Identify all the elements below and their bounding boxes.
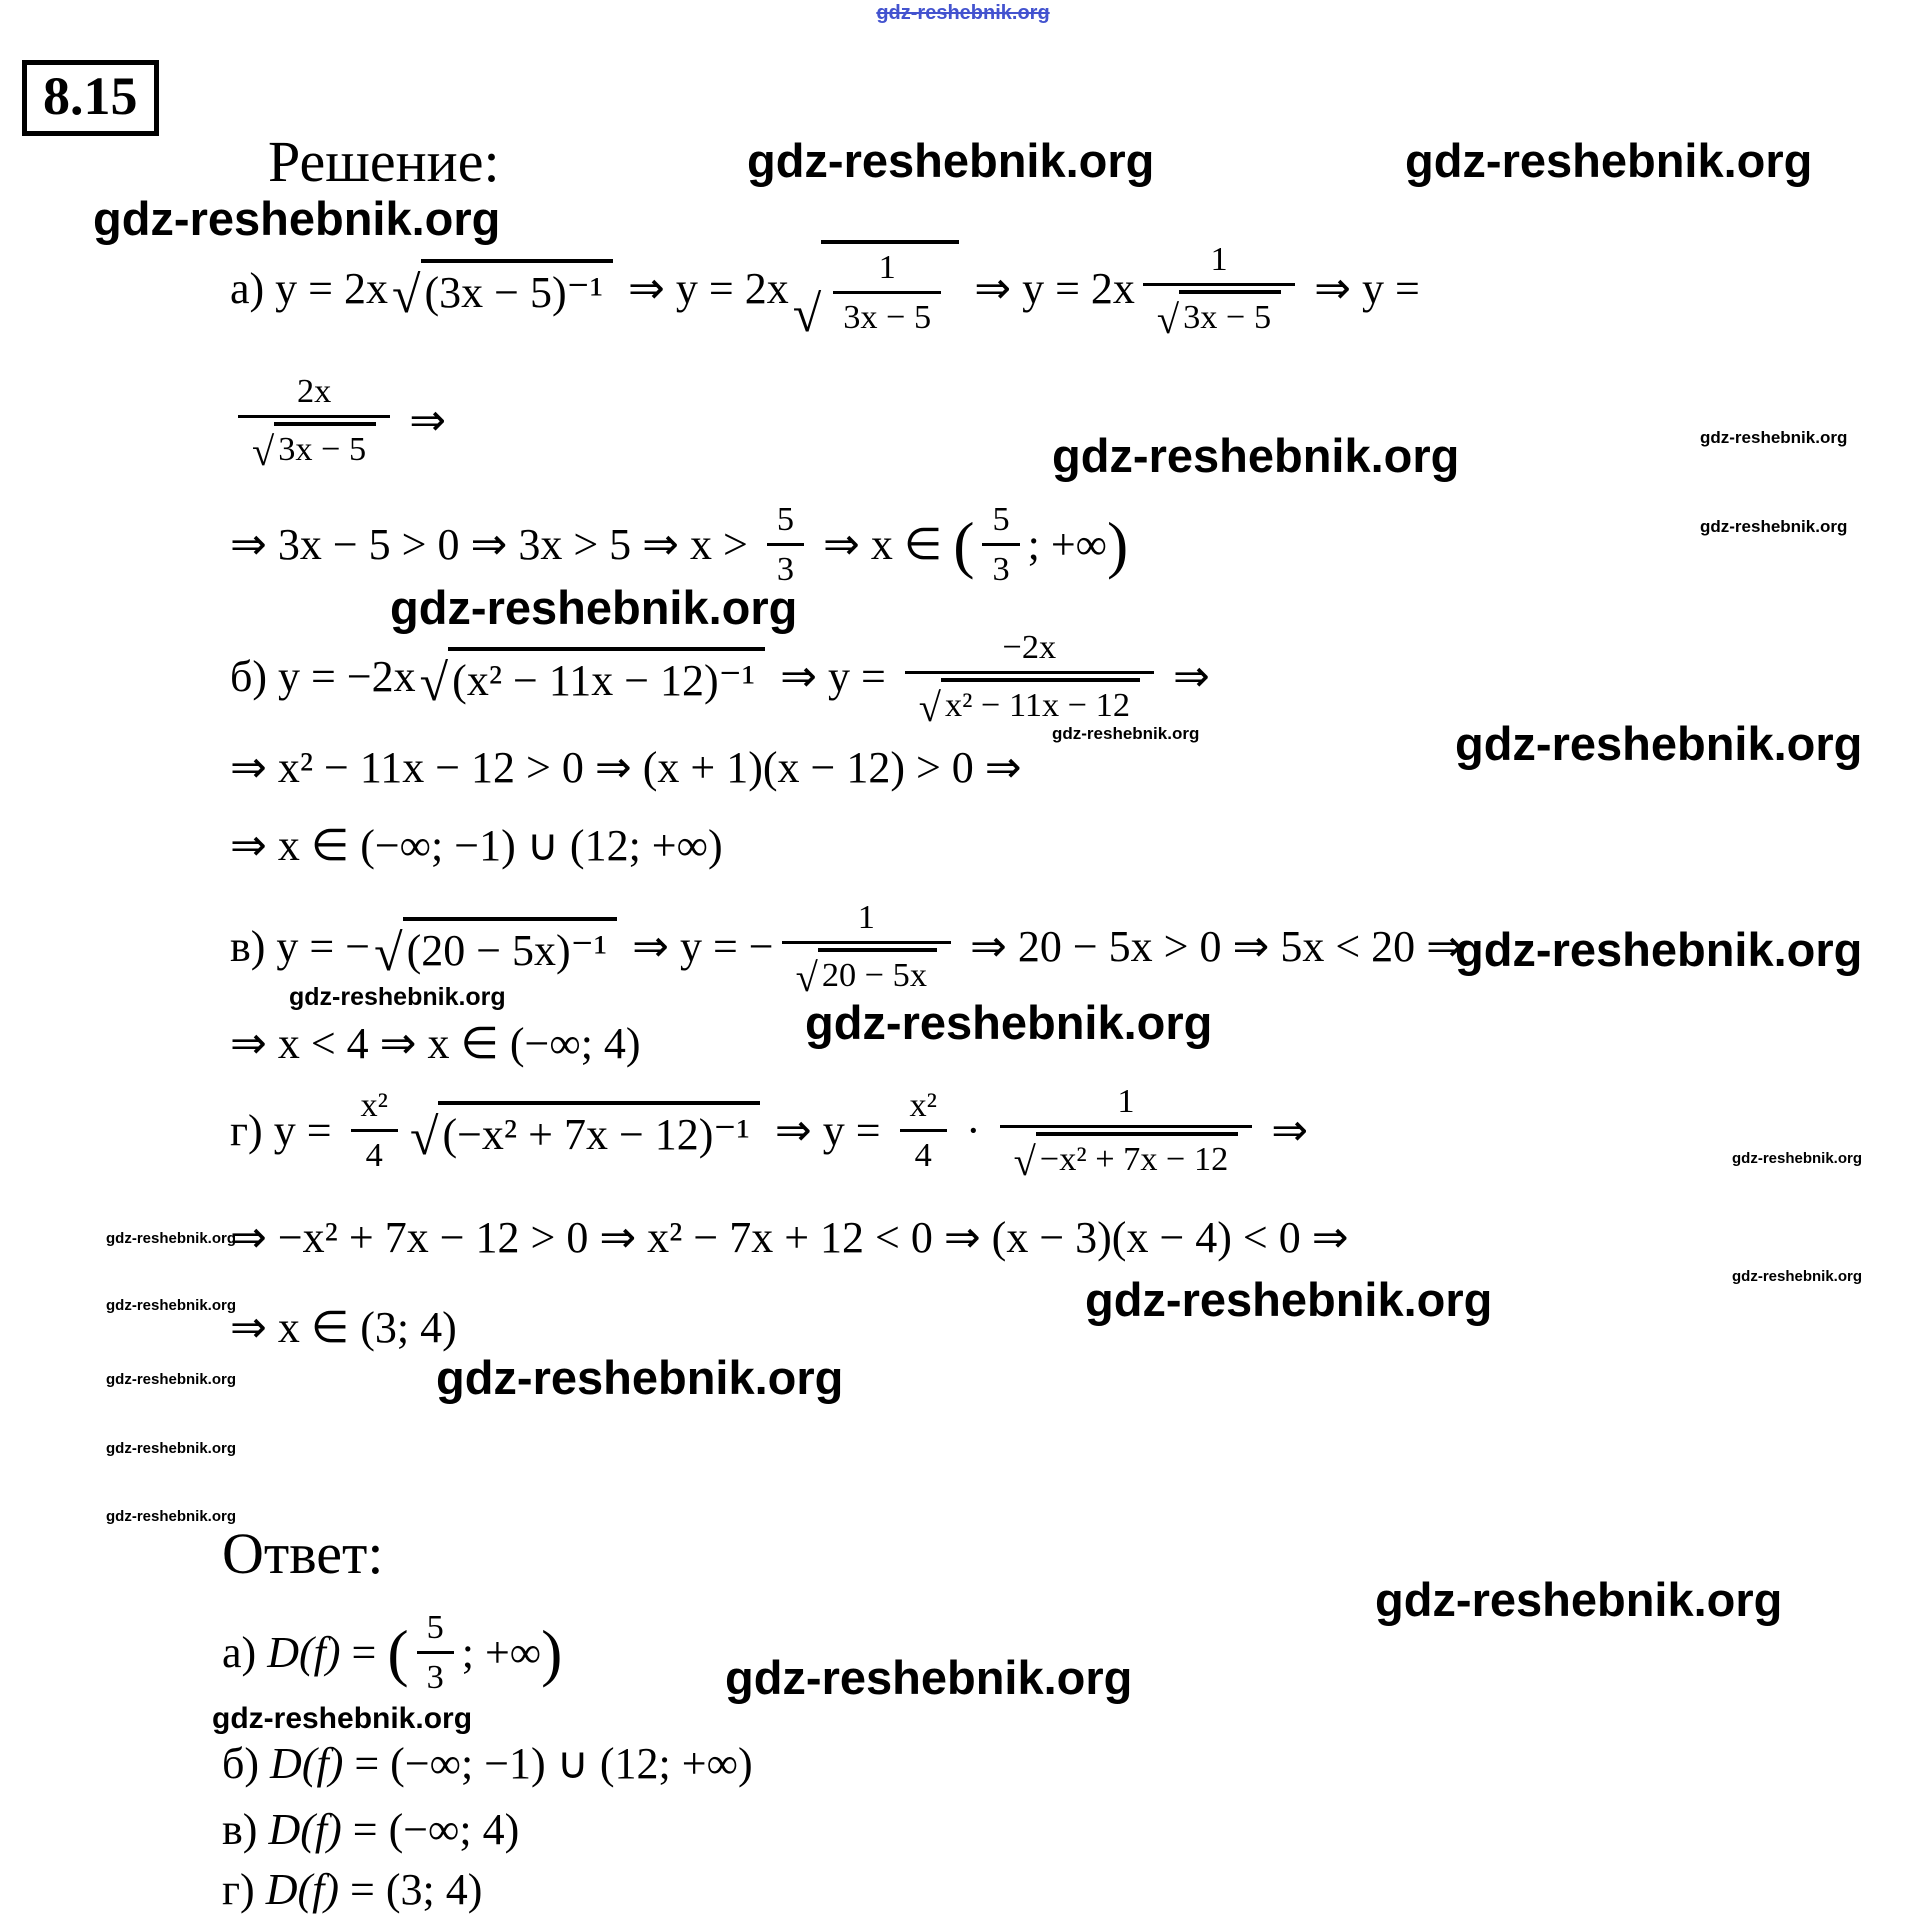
fraction-numerator bbox=[833, 248, 941, 294]
watermark-text: gdz-reshebnik.org bbox=[1732, 1150, 1863, 1167]
math-text: 1 bbox=[857, 898, 875, 936]
math-text: ⇒ x ∈ bbox=[812, 520, 954, 569]
math-text: б) bbox=[222, 1739, 271, 1788]
big-parenthesis: ( bbox=[387, 1616, 409, 1688]
math-text: ⇒ bbox=[1161, 652, 1210, 701]
math-text: ⇒ y = − bbox=[621, 922, 774, 971]
watermark-text: gdz-reshebnik.org bbox=[1455, 717, 1863, 770]
fraction-numerator bbox=[1143, 240, 1295, 286]
fraction-denominator bbox=[833, 294, 941, 337]
watermark-text: gdz-reshebnik.org bbox=[747, 134, 1155, 187]
math-line-a1 bbox=[230, 240, 1420, 343]
fraction-denominator bbox=[1143, 286, 1295, 342]
math-text: 2x bbox=[296, 372, 332, 410]
fraction-numerator bbox=[905, 628, 1154, 674]
math-text: 20 − 5x bbox=[821, 956, 927, 994]
radical-sign-icon: √ bbox=[409, 1108, 439, 1166]
math-text: = bbox=[340, 1628, 388, 1677]
watermark-text: gdz-reshebnik.org bbox=[106, 1371, 237, 1388]
math-text: ⇒ 3x − 5 > 0 ⇒ 3x > 5 ⇒ x > bbox=[230, 520, 759, 569]
radicand bbox=[438, 1101, 759, 1160]
math-line-g1 bbox=[230, 1082, 1309, 1184]
square-root bbox=[419, 647, 765, 712]
math-text: 1 bbox=[1210, 240, 1228, 278]
watermark-text: gdz-reshebnik.org bbox=[876, 2, 1050, 24]
math-text: 4 bbox=[365, 1136, 383, 1174]
math-line-b1 bbox=[230, 628, 1210, 730]
math-text: = (−∞; 4) bbox=[341, 1805, 520, 1854]
fraction-numerator bbox=[900, 1086, 947, 1132]
math-text: 5 bbox=[776, 500, 795, 538]
answer-line-g bbox=[222, 1864, 482, 1915]
radical-sign-icon: √ bbox=[918, 684, 942, 730]
math-text: = (3; 4) bbox=[339, 1865, 483, 1914]
math-text-italic: D(f) bbox=[268, 1805, 342, 1854]
math-text: 5 bbox=[992, 500, 1010, 538]
radical-sign-icon: √ bbox=[1156, 296, 1180, 342]
fraction-numerator bbox=[982, 500, 1019, 546]
fraction bbox=[900, 1086, 947, 1175]
math-text: ⇒ 20 − 5x > 0 ⇒ 5x < 20 ⇒ bbox=[958, 922, 1464, 971]
math-text: в) y = − bbox=[230, 922, 371, 971]
math-text: ⇒ y = bbox=[1303, 264, 1420, 313]
fraction-numerator bbox=[767, 500, 804, 546]
square-root bbox=[918, 678, 1140, 730]
fraction-denominator bbox=[238, 418, 390, 474]
watermark-text: gdz-reshebnik.org bbox=[805, 996, 1213, 1049]
radicand bbox=[274, 422, 376, 469]
math-text: 3x − 5 bbox=[278, 430, 367, 468]
math-line-a2 bbox=[230, 372, 447, 474]
math-text: в) bbox=[222, 1805, 269, 1854]
math-text: б) y = −2x bbox=[230, 652, 416, 701]
math-text: ; +∞ bbox=[1027, 520, 1108, 569]
math-text: ⇒ x < 4 ⇒ x ∈ (−∞; 4) bbox=[230, 1019, 641, 1068]
watermark-text: gdz-reshebnik.org bbox=[1052, 724, 1200, 743]
fraction-denominator bbox=[782, 944, 951, 1000]
math-text: (−x² + 7x − 12)⁻¹ bbox=[442, 1110, 750, 1159]
watermark-text: gdz-reshebnik.org bbox=[93, 192, 501, 245]
math-text: 3 bbox=[426, 1658, 444, 1696]
math-text: ⇒ y = 2x bbox=[617, 264, 789, 313]
fraction-numerator bbox=[782, 898, 951, 944]
square-root bbox=[252, 422, 376, 474]
math-text-italic: D(f) bbox=[265, 1865, 340, 1914]
math-text: а) bbox=[222, 1628, 268, 1677]
fraction-denominator bbox=[351, 1132, 398, 1175]
math-text: x² bbox=[909, 1086, 937, 1124]
radicand bbox=[403, 917, 618, 976]
fraction bbox=[417, 1608, 454, 1697]
problem-number: 8.15 bbox=[22, 60, 159, 136]
math-text: 3 bbox=[992, 550, 1010, 588]
fraction-denominator bbox=[900, 1132, 947, 1175]
radicand bbox=[821, 240, 959, 337]
fraction bbox=[1143, 240, 1295, 342]
watermark-text: gdz-reshebnik.org bbox=[1700, 428, 1848, 447]
math-text: ⇒ y = bbox=[763, 1106, 892, 1155]
fraction bbox=[1000, 1082, 1253, 1184]
answer-line-b bbox=[222, 1738, 753, 1789]
math-text: ⇒ x ∈ (3; 4) bbox=[230, 1303, 457, 1352]
big-parenthesis: ) bbox=[1107, 508, 1129, 580]
math-text: г) bbox=[222, 1865, 266, 1914]
fraction-numerator bbox=[238, 372, 390, 418]
radicand bbox=[1179, 290, 1281, 337]
fraction bbox=[833, 248, 941, 337]
watermark-text: gdz-reshebnik.org bbox=[1085, 1273, 1493, 1326]
fraction-numerator bbox=[351, 1086, 398, 1132]
math-text-italic: D(f) bbox=[270, 1739, 344, 1788]
watermark-text: gdz-reshebnik.org bbox=[436, 1351, 844, 1404]
square-root bbox=[1013, 1132, 1239, 1184]
watermark-text: gdz-reshebnik.org bbox=[106, 1508, 237, 1525]
fraction bbox=[905, 628, 1154, 730]
math-text: 3x − 5 bbox=[1183, 298, 1272, 336]
fraction-denominator bbox=[905, 674, 1154, 730]
radical-sign-icon: √ bbox=[795, 954, 818, 1000]
math-line-g2 bbox=[230, 1212, 1349, 1263]
square-root bbox=[392, 259, 613, 324]
math-text: ⇒ y = bbox=[769, 652, 897, 701]
math-text: г) y = bbox=[230, 1106, 343, 1155]
math-line-g3 bbox=[230, 1302, 457, 1353]
math-line-b3 bbox=[230, 820, 723, 871]
math-text: ; +∞ bbox=[461, 1628, 542, 1677]
math-text: 5 bbox=[426, 1608, 444, 1646]
radicand bbox=[941, 678, 1140, 725]
watermark-text: gdz-reshebnik.org bbox=[106, 1230, 237, 1247]
math-text: (x² − 11x − 12)⁻¹ bbox=[452, 656, 756, 705]
watermark-text: gdz-reshebnik.org bbox=[106, 1440, 237, 1457]
radicand bbox=[421, 259, 614, 318]
math-text: 3 bbox=[776, 550, 795, 588]
math-text: −x² + 7x − 12 bbox=[1039, 1140, 1229, 1178]
math-line-b2 bbox=[230, 742, 1022, 793]
square-root bbox=[1156, 290, 1281, 342]
radicand bbox=[1036, 1132, 1238, 1179]
solution-heading: Решение: bbox=[268, 129, 500, 194]
square-root bbox=[409, 1101, 760, 1166]
radical-sign-icon: √ bbox=[419, 654, 449, 712]
fraction bbox=[982, 500, 1019, 589]
watermark-text: gdz-reshebnik.org bbox=[289, 983, 506, 1011]
watermark-text: gdz-reshebnik.org bbox=[1375, 1573, 1783, 1626]
fraction-numerator bbox=[1000, 1082, 1253, 1128]
square-root bbox=[792, 240, 959, 343]
math-text: ⇒ bbox=[1260, 1106, 1309, 1155]
watermark-text: gdz-reshebnik.org bbox=[106, 1297, 237, 1314]
fraction-denominator bbox=[1000, 1128, 1253, 1184]
watermark-text: gdz-reshebnik.org bbox=[1405, 134, 1813, 187]
math-text: ⇒ y = 2x bbox=[963, 264, 1135, 313]
math-text: 1 bbox=[1117, 1082, 1135, 1120]
watermark-text: gdz-reshebnik.org bbox=[725, 1651, 1133, 1704]
radical-sign-icon: √ bbox=[1013, 1138, 1036, 1184]
radical-sign-icon: √ bbox=[392, 266, 421, 324]
math-text: 1 bbox=[878, 248, 896, 286]
fraction-denominator bbox=[982, 546, 1019, 589]
math-text: x² bbox=[360, 1086, 388, 1124]
answer-line-v bbox=[222, 1804, 519, 1855]
math-text: ⇒ x ∈ (−∞; −1) ∪ (12; +∞) bbox=[230, 821, 723, 870]
watermark-text: gdz-reshebnik.org bbox=[1052, 429, 1460, 482]
radicand bbox=[818, 948, 937, 995]
radical-sign-icon: √ bbox=[374, 924, 403, 982]
math-text-italic: D(f) bbox=[267, 1628, 341, 1677]
radical-sign-icon: √ bbox=[792, 285, 822, 343]
math-text: ⇒ bbox=[398, 396, 447, 445]
math-text: x² − 11x − 12 bbox=[945, 686, 1130, 724]
math-text: 4 bbox=[914, 1136, 932, 1174]
square-root bbox=[795, 948, 937, 1000]
radical-sign-icon: √ bbox=[252, 428, 275, 474]
watermark-text: gdz-reshebnik.org bbox=[390, 581, 798, 634]
watermark-text: gdz-reshebnik.org bbox=[1455, 923, 1863, 976]
math-line-v2 bbox=[230, 1018, 641, 1069]
fraction-denominator bbox=[417, 1654, 454, 1697]
math-text: (3x − 5)⁻¹ bbox=[424, 268, 604, 317]
fraction-numerator bbox=[417, 1608, 454, 1654]
big-parenthesis: ( bbox=[953, 508, 975, 580]
watermark-text: gdz-reshebnik.org bbox=[1732, 1268, 1863, 1285]
square-root bbox=[374, 917, 617, 982]
answer-line-a bbox=[222, 1608, 562, 1697]
math-text: 3x − 5 bbox=[843, 298, 932, 336]
fraction bbox=[351, 1086, 398, 1175]
math-line-a3 bbox=[230, 500, 1128, 589]
fraction bbox=[782, 898, 951, 1000]
math-text: = (−∞; −1) ∪ (12; +∞) bbox=[343, 1739, 753, 1788]
radicand bbox=[448, 647, 765, 706]
math-text: · bbox=[954, 1106, 992, 1155]
big-parenthesis: ) bbox=[541, 1616, 563, 1688]
math-text: (20 − 5x)⁻¹ bbox=[406, 926, 608, 975]
math-text: ⇒ −x² + 7x − 12 > 0 ⇒ x² − 7x + 12 < 0 ⇒ (x − 3)(x − 4) < 0 ⇒ bbox=[230, 1213, 1349, 1262]
fraction bbox=[767, 500, 804, 589]
math-text: ⇒ x² − 11x − 12 > 0 ⇒ (x + 1)(x − 12) > 0 ⇒ bbox=[230, 743, 1022, 792]
watermark-text: gdz-reshebnik.org bbox=[1700, 517, 1848, 536]
math-text: а) y = 2x bbox=[230, 264, 388, 313]
fraction bbox=[238, 372, 390, 474]
math-text: −2x bbox=[1002, 628, 1057, 666]
answer-heading: Ответ: bbox=[222, 1521, 384, 1586]
watermark-text: gdz-reshebnik.org bbox=[212, 1702, 473, 1735]
